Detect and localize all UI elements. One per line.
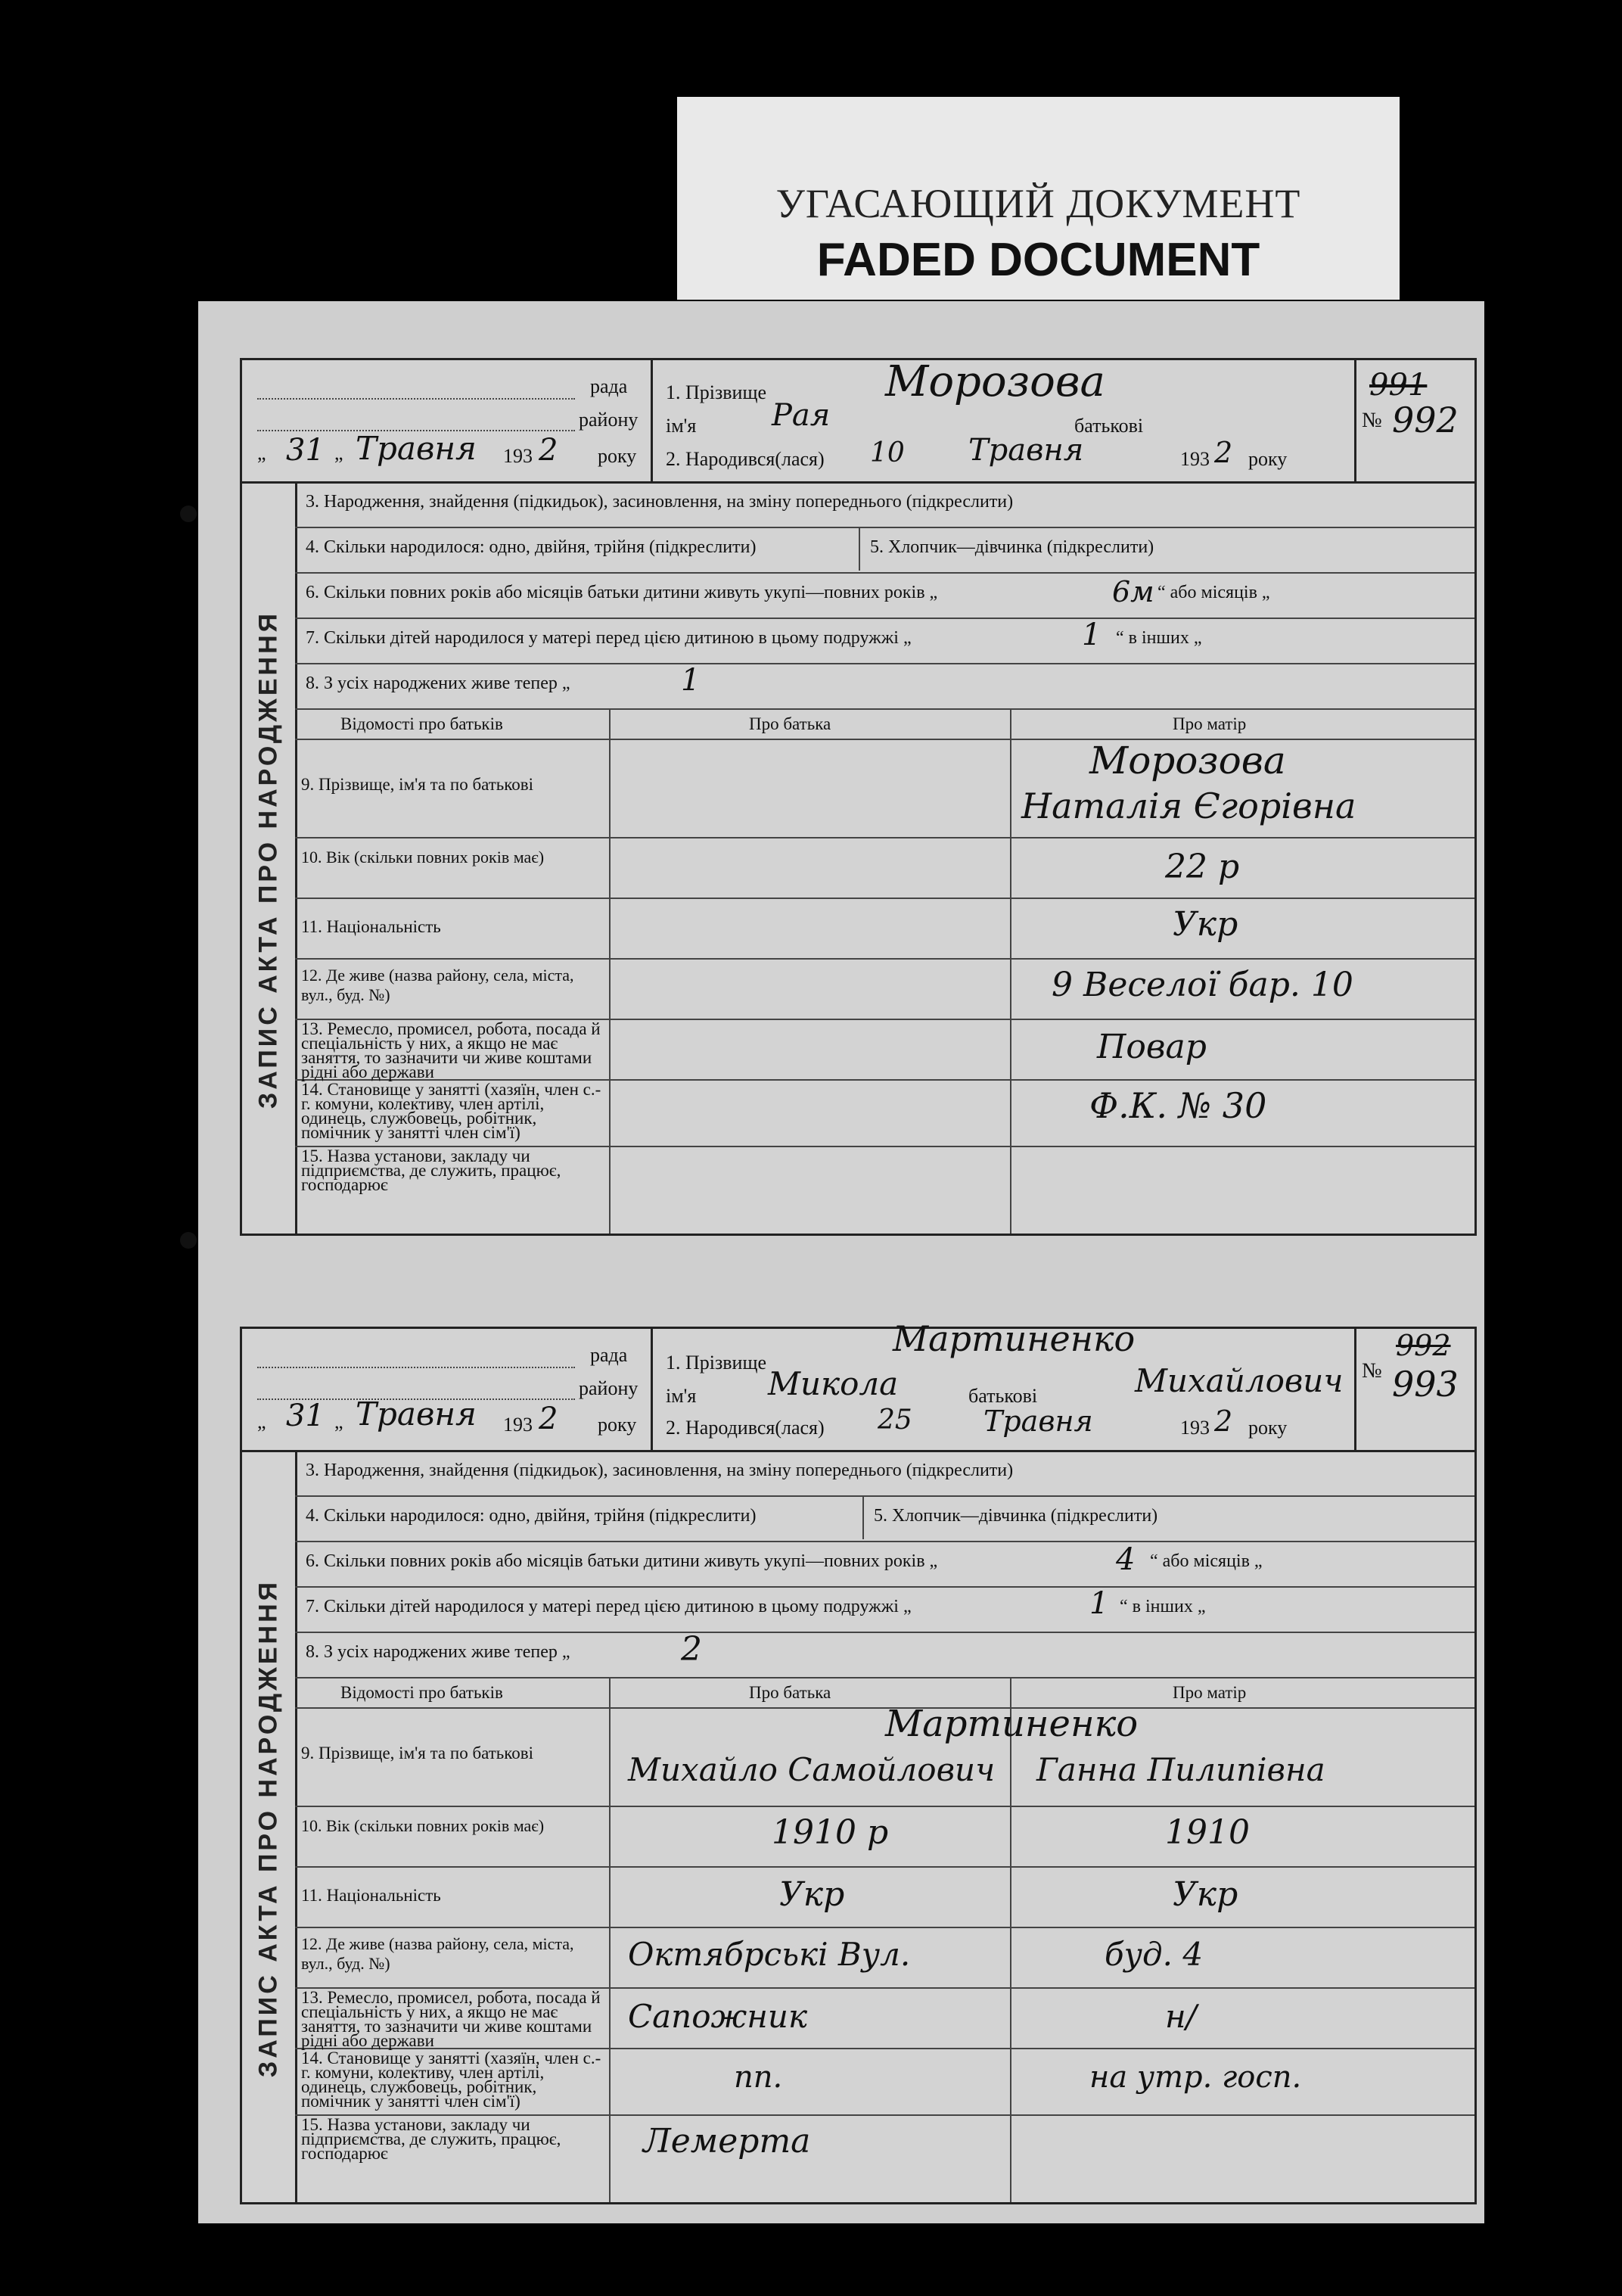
reg-day: 31 (286, 1398, 325, 1433)
child-identity: 1. Прізвище Морозова ім'я Рая батькові 2. Народився(лася) 10 Травня 193 2 року (651, 360, 1356, 481)
archive-page (198, 301, 1484, 2223)
number: 992 (1392, 400, 1459, 440)
stamp-text-ru: УГАСАЮЩИЙ ДОКУМЕНТ (775, 181, 1301, 226)
registration-date: рада району „ 31 „ Травня 193 2 року (242, 360, 653, 481)
record-body: 3. Народження, знайдення (підкидьок), засиновлення, на зміну попереднього (підкреслити) 4. Скільки народилося: одно, двійня, трійня (підкреслити) 5. Хлопчик—дівчинка (підкреслити) 6. Скільки повних років або місяців батьки дитини живуть укупі—повних років „ 4 “ або місяців „ 7. Скільки дітей народилося у матері перед цією дитиною в цьому подружжі „ 1 “ в інших „ 8. З усіх народжених живе тепер „ 2 Відомості про батьків Про батька Про матір 9. Прізвище, ім'я та по батькові Мартиненко Михайло Самойлович Ганна Пилипівна 10. Вік (скільки повних років має) 1910 р 1910 11. Національність Укр Укр 12. Де живе (назва району, села, міста, вул., буд. №) Октябрські Вул. буд. 4 13. Ремесло, промисел, робота, посада й спеціальність у них, а якщо не має заняття, то зазначити чи живе коштами рідні або держави Сапожник н/ 14. Становище у занятті (хазяїн, член с.-г. комуни, колективу, член артілі, одинець, службовець, робітник, помічник у занятті член сім'ї) пп. на утр. госп. 15. Назва установи, закладу чи підприємства, де служить, працює, господарює Лемерта (295, 1450, 1474, 2202)
child-surname: Морозова (885, 357, 1105, 406)
child-patronymic: Михайлович (1135, 1362, 1344, 1399)
record-number: 991 № 992 (1362, 368, 1459, 440)
child-name: Микола (768, 1365, 899, 1402)
reg-month: Травня (356, 430, 477, 467)
record-body: 3. Народження, знайдення (підкидьок), засиновлення, на зміну попереднього (підкреслити) 4. Скільки народилося: одно, двійня, трійня (підкреслити) 5. Хлопчик—дівчинка (підкреслити) 6. Скільки повних років або місяців батьки дитини живуть укупі—повних років „ 6м “ або місяців „ 7. Скільки дітей народилося у матері перед цією дитиною в цьому подружжі „ 1 “ в інших „ 8. З усіх народжених живе тепер „ 1 Відомості про батьків Про батька Про матір 9. Прізвище, ім'я та по батькові Морозова Наталія Єгорівна 10. Вік (скільки повних років має) 22 р 11. Національність Укр 12. Де живе (назва району, села, міста, вул., буд. №) 9 Веселої бар. 10 13. Ремесло, промисел, робота, посада й спеціальність у них, а якщо не має заняття, то зазначити чи живе коштами рідні або держави Повар 14. Становище у занятті (хазяїн, член с.-г. комуни, колективу, член артілі, одинець, службовець, робітник, помічник у занятті член сім'ї) 15. Назва установи, закладу чи підприємства, де служить, працює, господарює Ф.К. № 30 (295, 481, 1474, 1234)
punch-hole (180, 506, 197, 522)
old-number: 992 (1396, 1329, 1451, 1362)
child-name: Рая (772, 398, 831, 433)
record-header (242, 1318, 1474, 1452)
child-identity: 1. Прізвище Мартиненко ім'я Микола батькові Михайлович 2. Народився(лася) 25 Травня 193 2 року (651, 1329, 1356, 1450)
faded-document-stamp (677, 97, 1400, 300)
birth-month: Травня (968, 433, 1084, 468)
child-surname: Мартиненко (893, 1318, 1136, 1359)
birth-record-1 (240, 358, 1477, 1236)
record-number: 992 № 993 (1362, 1329, 1459, 1405)
record-header (242, 357, 1474, 484)
birth-day: 25 (878, 1405, 912, 1436)
parents-table: Відомості про батьків Про батька Про матір 9. Прізвище, ім'я та по батькові Мартиненко Михайло Самойлович Ганна Пилипівна 10. Вік (скільки повних років має) 1910 р 1910 11. Національність Укр Укр 12. Де живе (назва району, села, міста, вул., буд. №) Октябрські Вул. буд. 4 13. Ремесло, промисел, робота, посада й спеціальність у них, а якщо не має заняття, то зазначити чи живе коштами рідні або держави Сапожник н/ 14. Становище у занятті (хазяїн, член с.-г. комуни, колективу, член артілі, одинець, службовець, робітник, помічник у занятті член сім'ї) пп. на утр. госп. 15. Назва установи, закладу чи підприємства, де служить, працює, господарює Лемерта (295, 1677, 1474, 2202)
side-title: ЗАПИС АКТА ПРО НАРОДЖЕННЯ (253, 1579, 283, 2078)
reg-day: 31 (286, 433, 325, 468)
reg-month: Травня (356, 1395, 477, 1433)
birth-record-2 (240, 1318, 1477, 2204)
old-number: 991 (1369, 368, 1428, 403)
birth-month: Травня (983, 1405, 1093, 1438)
stamp-text-en: FADED DOCUMENT (816, 234, 1260, 286)
punch-hole (180, 1232, 197, 1249)
number: 993 (1392, 1364, 1459, 1405)
birth-day: 10 (870, 437, 905, 468)
parents-table: Відомості про батьків Про батька Про матір 9. Прізвище, ім'я та по батькові Морозова Наталія Єгорівна 10. Вік (скільки повних років має) 22 р 11. Національність Укр 12. Де живе (назва району, села, міста, вул., буд. №) 9 Веселої бар. 10 13. Ремесло, промисел, робота, посада й спеціальність у них, а якщо не має заняття, то зазначити чи живе коштами рідні або держави Повар 14. Становище у занятті (хазяїн, член с.-г. комуни, колективу, член артілі, одинець, службовець, робітник, помічник у занятті член сім'ї) 15. Назва установи, закладу чи підприємства, де служить, працює, господарює Ф.К. № 30 (295, 708, 1474, 1234)
registration-date: рада району „ 31 „ Травня 193 2 року (242, 1329, 653, 1450)
side-title: ЗАПИС АКТА ПРО НАРОДЖЕННЯ (253, 610, 283, 1109)
